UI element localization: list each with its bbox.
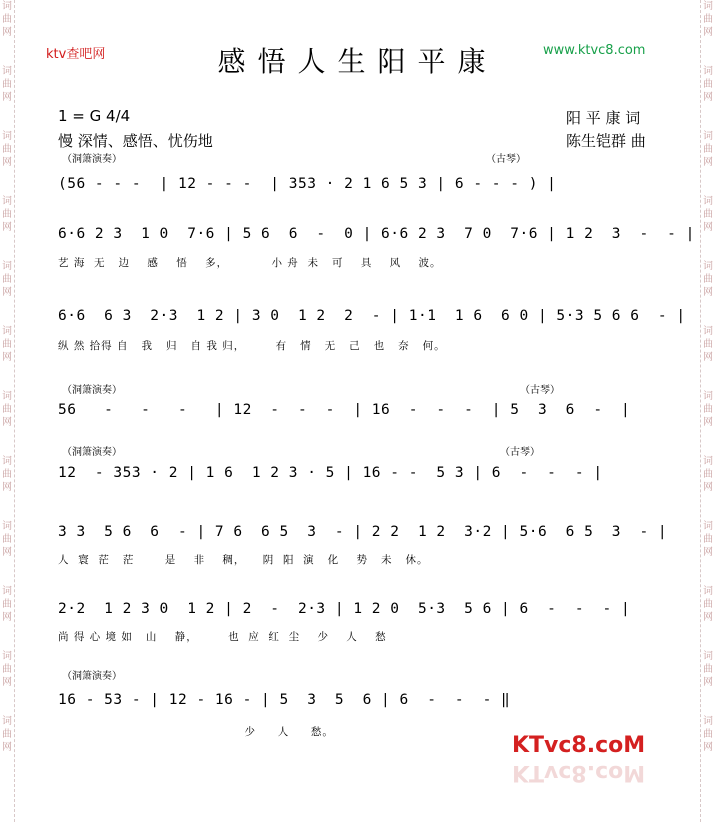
instrument-label: （洞箫演奏） — [62, 447, 122, 458]
side-watermark-right: 词 曲 网 词 曲 网 词 曲 网 词 曲 网 词 曲 网 词 曲 网 词 曲 网 词 曲 网 词 曲 网 词 曲 网 词 曲 网 词 曲 网 — [700, 0, 715, 822]
lyric-line-8: 少 人 愁。 — [58, 726, 334, 738]
instrument-label: （古琴） — [500, 447, 540, 458]
site-url-right: www.ktvc8.com — [543, 43, 646, 58]
key-signature: 1 = G 4/4 — [58, 107, 131, 125]
score-line-6: 3 3 5 6 6 - | 7 6 6 5 3 - | 2 2 1 2 3·2 | 5·6 6 5 3 - | — [58, 524, 668, 540]
instrument-label: （洞箫演奏） — [62, 385, 122, 396]
score-line-8: 16 - 53 - | 12 - 16 - | 5 3 5 6 | 6 - - - ‖ — [58, 692, 511, 708]
side-watermark-left: 词 曲 网 词 曲 网 词 曲 网 词 曲 网 词 曲 网 词 曲 网 词 曲 网 词 曲 网 词 曲 网 词 曲 网 词 曲 网 词 曲 网 — [0, 0, 15, 822]
score-line-2: 6·6 2 3 1 0 7·6 | 5 6 6 - 0 | 6·6 2 3 7 0 7·6 | 1 2 3 - - | — [58, 226, 695, 242]
score-line-1: (56 - - - | 12 - - - | 353 · 2 1 6 5 3 | 6 - - - ) | — [58, 176, 557, 192]
lyric-line-3: 纵 然 拾得 自 我 归 自 我 归， 有 情 无 己 也 奈 何。 — [58, 340, 446, 352]
lyric-line-6: 人 寰 茫 茫 是 非 稠， 阴 阳 演 化 势 未 休。 — [58, 554, 429, 566]
logo-reflection: KTvc8.coM — [512, 760, 646, 785]
score-line-4: 56 - - - | 12 - - - | 16 - - - | 5 3 6 - | — [58, 402, 631, 418]
song-title: 感悟人生阳平康 — [217, 45, 498, 78]
instrument-label: （洞箫演奏） — [62, 671, 122, 682]
instrument-label: （古琴） — [520, 385, 560, 396]
score-line-3: 6·6 6 3 2·3 1 2 | 3 0 1 2 2 - | 1·1 1 6 6 0 | 5·3 5 6 6 - | — [58, 308, 686, 324]
composer-credit: 陈生铠群 曲 — [566, 132, 646, 150]
lyricist-credit: 阳 平 康 词 — [566, 109, 641, 127]
ktvc8-logo: KTvc8.coM — [512, 733, 646, 758]
instrument-label: （古琴） — [486, 154, 526, 165]
instrument-label: （洞箫演奏） — [62, 154, 122, 165]
lyric-line-7: 尚 得 心 境 如 山 静， 也 应 红 尘 少 人 愁 — [58, 631, 387, 643]
score-line-5: 12 - 353 · 2 | 1 6 1 2 3 · 5 | 16 - - 5 3 | 6 - - - | — [58, 465, 603, 481]
tempo-expression: 慢 深情、感悟、忧伤地 — [58, 132, 213, 150]
score-line-7: 2·2 1 2 3 0 1 2 | 2 - 2·3 | 1 2 0 5·3 5 6 | 6 - - - | — [58, 601, 631, 617]
lyric-line-2: 艺 海 无 边 感 悟 多， 小 舟 未 可 具 风 波。 — [58, 257, 442, 269]
site-name-left: ktv查吧网 — [46, 47, 106, 62]
